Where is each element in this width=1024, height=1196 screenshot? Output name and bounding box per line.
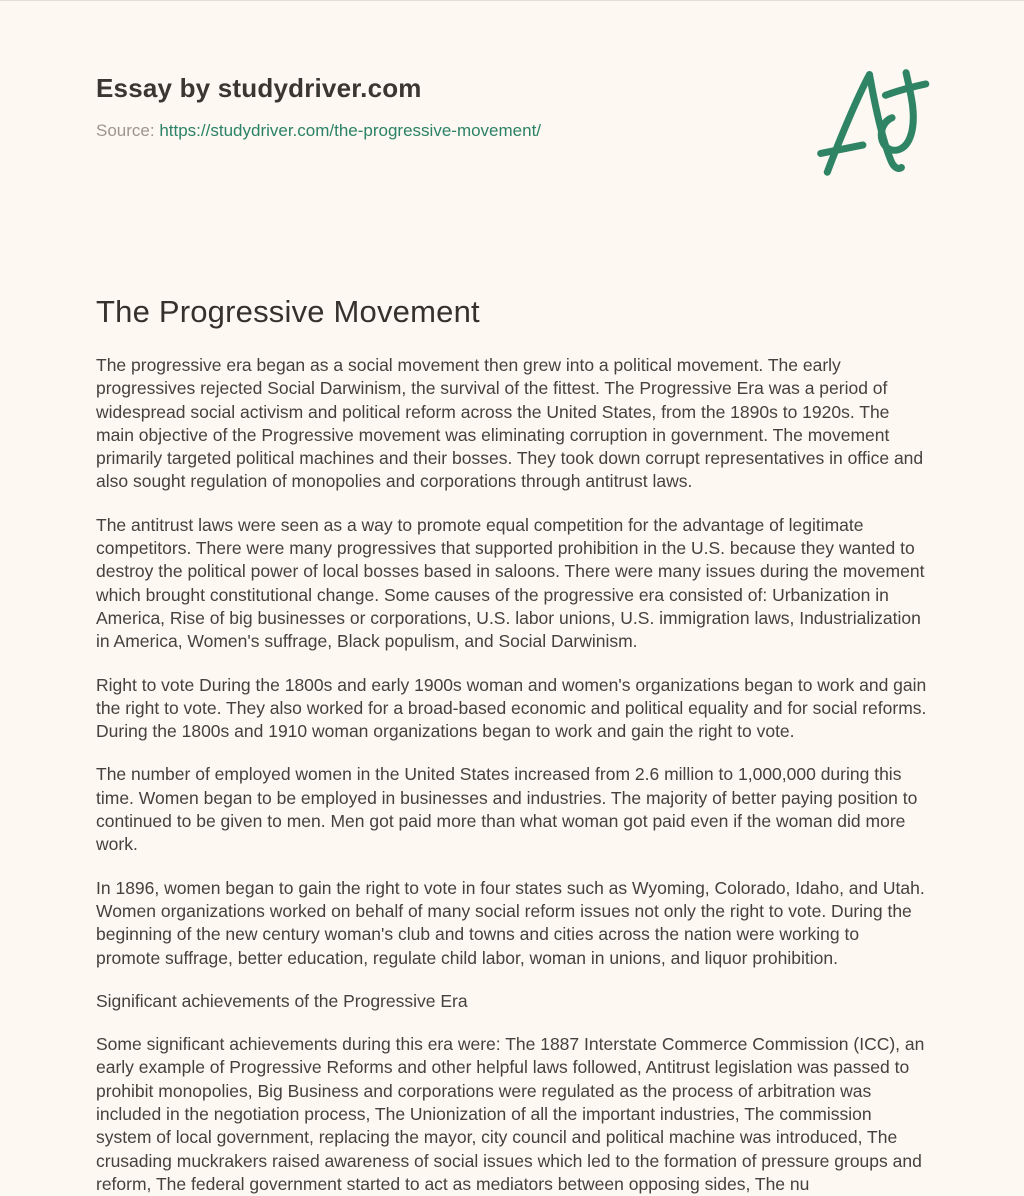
source-line xyxy=(96,121,541,141)
paragraph-achievements: Some significant achievements during this era were: The 1887 Interstate Commerce Commission (ICC), an early example of Progressive Reforms and other helpful laws followed, Antitrust legislation was passed to prohibit monopolies, Big Business and corporations were regulated as the process of arbitration was included in the negotiation process, The Unionization of all the important industries, The commission system of local government, replacing the mayor, city council and political machine was introduced, The crusading muckrakers raised awareness of social issues which led to the formation of pressure groups and reform, The federal government started to act as mediators between opposing sides, The nu xyxy=(96,1034,925,1194)
paragraph-intro: The progressive era began as a social movement then grew into a political movement. The early progressives rejected Social Darwinism, the survival of the fittest. The Progressive Era was a period of widespread social activism and political reform across the United States, from the 1890s to 1920s. The main objective of the Progressive movement was eliminating corruption in government. The movement primarily targeted political machines and their bosses. They took down corrupt representatives in office and also sought regulation of monopolies and corporations through antitrust laws. xyxy=(96,355,924,492)
source-label: Source: xyxy=(96,121,155,140)
header-title: Essay by studydriver.com xyxy=(96,73,422,103)
essay-title: The Progressive Movement xyxy=(96,294,480,329)
paragraph-four-states: In 1896, women began to gain the right to vote in four states such as Wyoming, Colorado, Idaho, and Utah. Women organizations worked on behalf of many social reform issues not only the right to vote. During the beginning of the new century woman's club and towns and cities across the nation were working to promote suffrage, better education, regulate child labor, woman in unions, and liquor prohibition. xyxy=(96,877,925,968)
paragraph-right-to-vote: Right to vote During the 1800s and early 1900s woman and women's organizations began to work and gain the right to vote. They also worked for a broad-based economic and political equality and for social reforms. During the 1800s and 1910 woman organizations began to work and gain the right to vote. xyxy=(96,674,927,742)
a-plus-logo-icon xyxy=(816,63,938,181)
paragraph-antitrust: The antitrust laws were seen as a way to promote equal competition for the advantage of legitimate competitors. There were many progressives that supported prohibition in the U.S. because they wanted to destroy the political power of local bosses based in saloons. There were many issues during the movement which brought constitutional change. Some causes of the progressive era consisted of: Urbanization in America, Rise of big businesses or corporations, U.S. labor unions, U.S. immigration laws, Industrialization in America, Women's suffrage, Black populism, and Social Darwinism. xyxy=(96,514,925,652)
source-url-link[interactable]: https://studydriver.com/the-progressive-movement/ xyxy=(159,121,542,140)
paragraph-subheading: Significant achievements of the Progressive Era xyxy=(96,990,468,1011)
header-section xyxy=(96,63,928,181)
essay-body xyxy=(96,354,928,1196)
essay-page xyxy=(0,63,1024,1196)
header-left xyxy=(96,63,541,141)
paragraph-employed-women: The number of employed women in the United States increased from 2.6 million to 1,000,000 during this time. Women began to be employed in businesses and industries. The majority of better paying position to continued to be given to men. Men got paid more than what woman got paid even if the woman did more work. xyxy=(96,764,918,855)
